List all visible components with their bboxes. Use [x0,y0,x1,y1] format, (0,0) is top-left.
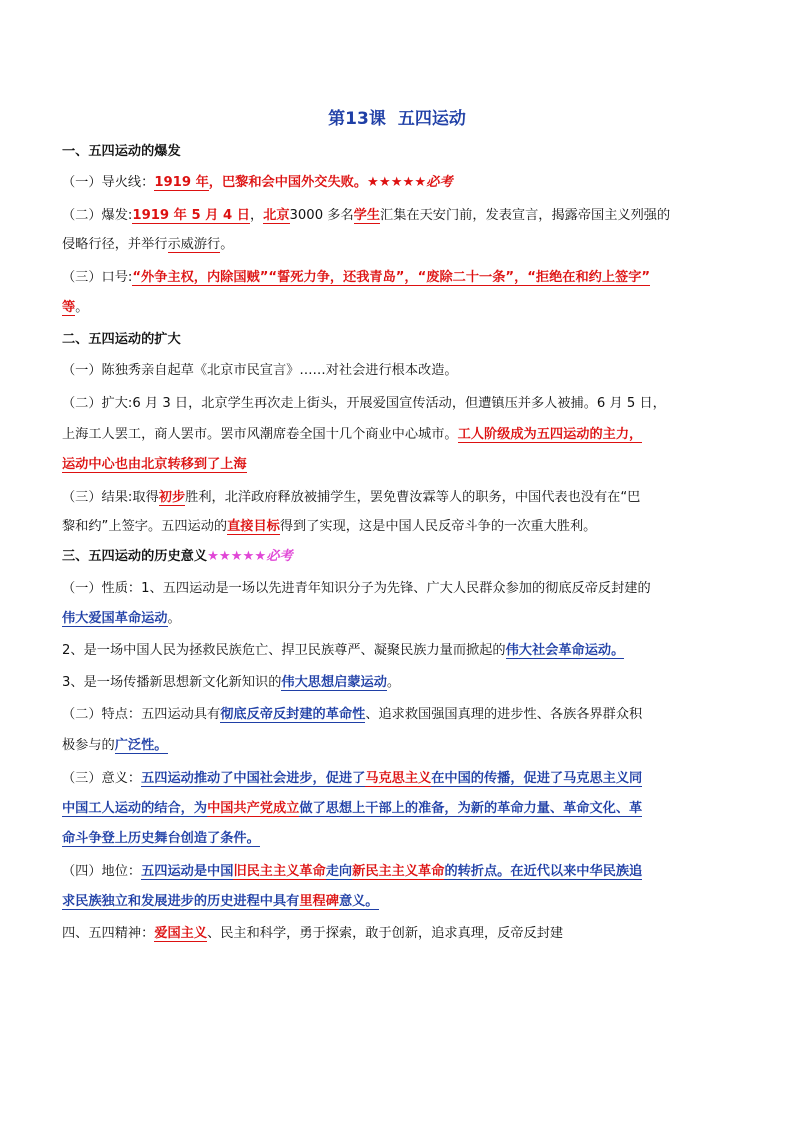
s3-significance-line3: 命斗争登上历史舞台创造了条件。 [62,831,260,846]
stars-rating: ★★★★★ [367,175,427,190]
s3-nature-line1: （一）性质：1、五四运动是一场以先进青年知识分子为先锋、广大人民群众参加的彻底反帝反封建的 [62,581,651,596]
s3-nature-3: 3、是一场传播新思想新文化新知识的伟大思想启蒙运动。 [62,675,401,690]
section-3-heading: 三、五四运动的历史意义 [62,549,208,564]
s3-features-line2: 极参与的广泛性。 [62,738,168,753]
s2-expand-line1: （二）扩大:6 月 3 日，北京学生再次走上街头，开展爱国宣传活动，但遭镇压并多人被捕。6 月 5 日， [62,396,666,411]
s3-nature-2: 2、是一场中国人民为拯救民族危亡、捍卫民族尊严、凝聚民族力量而掀起的伟大社会革命运动。 [62,643,625,658]
s1-slogans-line2: 等。 [62,300,89,315]
section-1-heading: 一、五四运动的爆发 [62,144,181,159]
lesson-number: 第13课 [328,109,386,129]
s1-outbreak-line2: 侵略行径，并举行示威游行。 [62,237,234,252]
s2-result-line2: 黎和约”上签字。五四运动的直接目标得到了实现，这是中国人民反帝斗争的一次重大胜利。 [62,519,597,534]
must-test-label: 必考 [266,549,293,564]
section-3-heading-row [62,547,742,567]
s3-features-line1: （二）特点：五四运动具有彻底反帝反封建的革命性、追求救国强国真理的进步性、各族各界群众积 [62,707,643,722]
s3-nature-line2: 伟大爱国革命运动。 [62,611,181,626]
section-2-heading: 二、五四运动的扩大 [62,332,181,347]
s2-result-line1: （三）结果:取得初步胜利，北洋政府释放被捕学生，罢免曹汝霖等人的职务，中国代表也没有在“巴 [62,490,641,505]
s3-status-line1: （四）地位：五四运动是中国旧民主主义革命走向新民主主义革命的转折点。在近代以来中华民族追 [62,864,643,879]
s2-draft: （一）陈独秀亲自起草《北京市民宣言》……对社会进行根本改造。 [62,363,458,378]
s1-outbreak-line1: （二）爆发:1919 年 5 月 4 日，北京3000 多名学生汇集在天安门前，发表宣言，揭露帝国主义列强的 [62,208,671,223]
s1-slogans-line1: （三）口号:“外争主权，内除国贼”“誓死力争，还我青岛”，“废除二十一条”，“拒绝在和约上签字” [62,270,651,285]
s3-significance-line1: （三）意义：五四运动推动了中国社会进步，促进了马克思主义在中国的传播，促进了马克思主义同 [62,771,643,786]
s2-expand-line2: 上海工人罢工，商人罢市。罢市风潮席卷全国十几个商业中心城市。工人阶级成为五四运动的主力， [62,427,643,442]
section-4-spirit: 四、五四精神：爱国主义、民主和科学，勇于探索，敢于创新，追求真理，反帝反封建 [62,926,564,941]
s3-status-line2: 求民族独立和发展进步的历史进程中具有里程碑意义。 [62,894,379,909]
s1-fuse: （一）导火线：1919 年，巴黎和会中国外交失败。★★★★★必考 [62,175,453,190]
lesson-name: 五四运动 [397,109,466,129]
page-title [0,104,794,129]
stars-rating: ★★★★★ [207,549,267,564]
must-test-label: 必考 [426,175,453,190]
s2-expand-line3: 运动中心也由北京转移到了上海 [62,457,247,472]
s3-significance-line2: 中国工人运动的结合，为中国共产党成立做了思想上干部上的准备，为新的革命力量、革命文化、革 [62,801,643,816]
